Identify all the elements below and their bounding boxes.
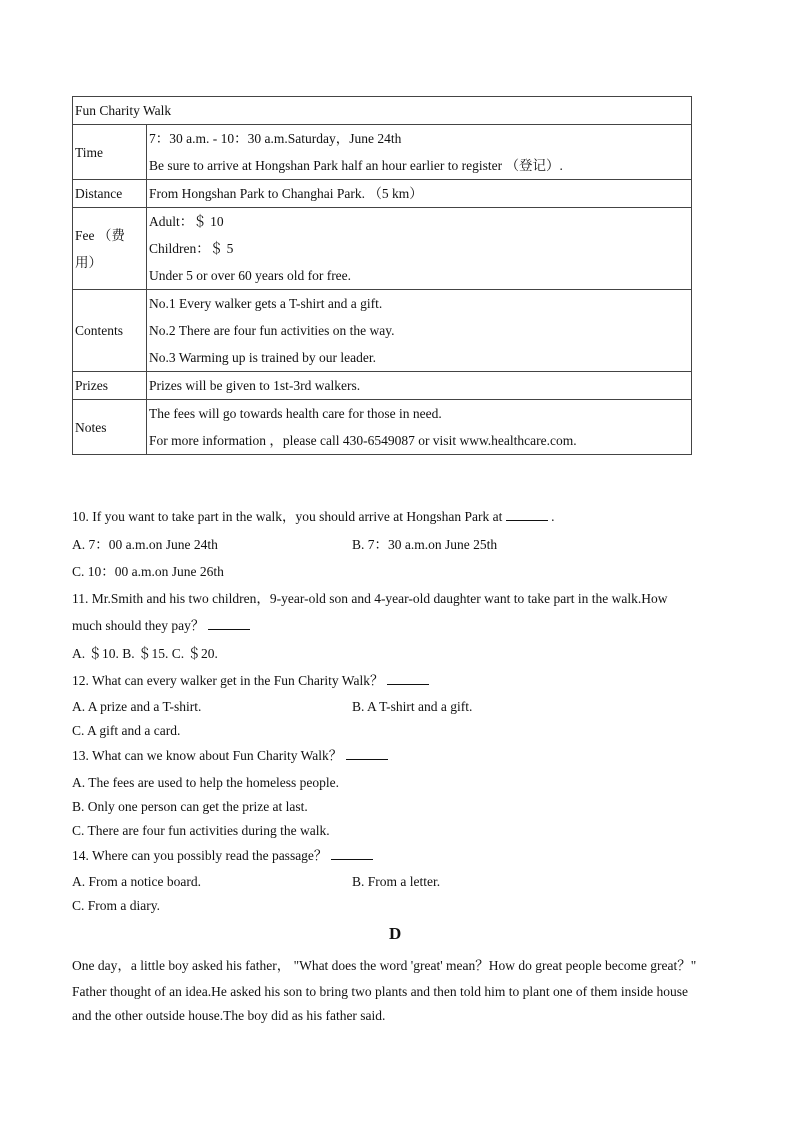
answer-blank[interactable]	[208, 617, 250, 630]
row-line: 7：30 a.m. - 10：30 a.m.Saturday，June 24th	[149, 131, 402, 146]
answer-blank[interactable]	[387, 672, 429, 685]
row-line: Prizes will be given to 1st-3rd walkers.	[149, 378, 361, 393]
notice-row-distance	[73, 180, 692, 208]
answer-blank[interactable]	[506, 508, 548, 521]
row-label: Notes	[73, 400, 147, 455]
question-11-stem-line1: 11. Mr.Smith and his two children，9-year-old son and 4-year-old daughter want to take part in the walk.How	[72, 591, 668, 606]
question-10-option-b: B. 7：30 a.m.on June 25th	[352, 537, 498, 552]
question-13-option-a: A. The fees are used to help the homeless people.	[72, 775, 340, 790]
notice-table	[72, 96, 692, 455]
question-11-options: A. ＄10. B. ＄15. C. ＄20.	[72, 646, 218, 661]
question-14-option-c: C. From a diary.	[72, 898, 160, 913]
row-line: From Hongshan Park to Changhai Park. （5 km）	[149, 186, 423, 201]
question-13-option-b: B. Only one person can get the prize at last.	[72, 799, 308, 814]
row-line: The fees will go towards health care for those in need.	[149, 406, 442, 421]
notice-row-contents	[73, 290, 692, 372]
notice-row-fee	[73, 208, 692, 290]
row-label: Distance	[73, 180, 147, 208]
question-11-stem-line2: much should they pay？	[72, 616, 250, 636]
row-label: Contents	[73, 290, 147, 372]
question-12-option-b: B. A T-shirt and a gift.	[352, 699, 473, 714]
row-line: Children：＄ 5	[149, 241, 234, 256]
passage-line: One day，a little boy asked his father， "What does the word 'great' mean？How do great people become great？"	[72, 958, 697, 973]
section-heading-d: D	[389, 924, 402, 943]
question-14-stem: 14. Where can you possibly read the passage？	[72, 846, 373, 866]
passage-line: Father thought of an idea.He asked his son to bring two plants and then told him to plant one of them inside house	[72, 984, 689, 999]
passage-line: and the other outside house.The boy did as his father said.	[72, 1008, 386, 1023]
row-line: Under 5 or over 60 years old for free.	[149, 268, 352, 283]
question-13-stem: 13. What can we know about Fun Charity Walk？	[72, 746, 388, 766]
notice-row-time	[73, 125, 692, 180]
notice-row-prizes	[73, 372, 692, 400]
row-line: Be sure to arrive at Hongshan Park half an hour earlier to register （登记）.	[149, 158, 563, 173]
question-12-option-c: C. A gift and a card.	[72, 723, 181, 738]
row-line: Adult：＄ 10	[149, 214, 224, 229]
notice-title: Fun Charity Walk	[73, 97, 692, 125]
question-14-option-a: A. From a notice board.	[72, 874, 201, 889]
question-10-stem: 10. If you want to take part in the walk，you should arrive at Hongshan Park at .	[72, 509, 555, 524]
answer-blank[interactable]	[331, 847, 373, 860]
row-label: Fee （费用）	[73, 208, 147, 290]
row-line: No.1 Every walker gets a T-shirt and a gift.	[149, 296, 383, 311]
question-14-option-b: B. From a letter.	[352, 874, 441, 889]
question-12-stem: 12. What can every walker get in the Fun Charity Walk？	[72, 671, 429, 691]
row-line: For more information ，please call 430-6549087 or visit www.healthcare.com.	[149, 433, 577, 448]
question-10-option-a: A. 7：00 a.m.on June 24th	[72, 537, 218, 552]
row-line: No.2 There are four fun activities on the way.	[149, 323, 395, 338]
row-line: No.3 Warming up is trained by our leader.	[149, 350, 376, 365]
question-10-option-c: C. 10：00 a.m.on June 26th	[72, 564, 224, 579]
question-12-option-a: A. A prize and a T-shirt.	[72, 699, 202, 714]
question-13-option-c: C. There are four fun activities during the walk.	[72, 823, 330, 838]
row-label: Time	[73, 125, 147, 180]
answer-blank[interactable]	[346, 747, 388, 760]
notice-title-row	[73, 97, 692, 125]
notice-row-notes	[73, 400, 692, 455]
row-label: Prizes	[73, 372, 147, 400]
